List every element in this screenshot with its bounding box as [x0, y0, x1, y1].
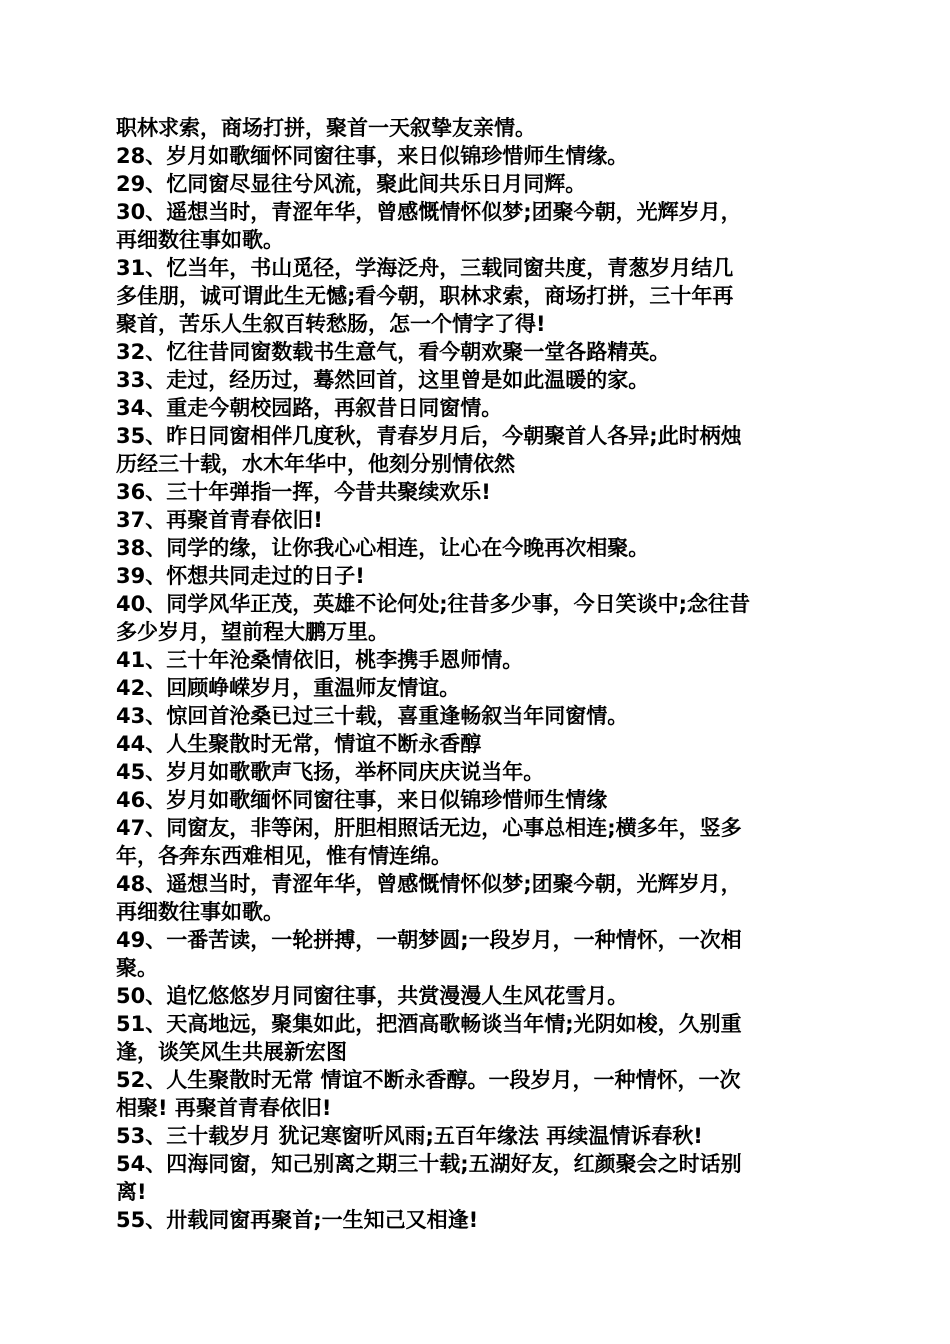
paragraph-line: 33、走过，经历过，蓦然回首，这里曾是如此温暖的家。 — [116, 368, 650, 392]
paragraph-line: 年，各奔东西难相见，惟有情连绵。 — [116, 844, 452, 868]
paragraph — [116, 1066, 836, 1122]
paragraph-line: 30、遥想当时，青涩年华，曾感慨情怀似梦;团聚今朝，光辉岁月， — [116, 200, 742, 224]
paragraph-line: 再细数往事如歌。 — [116, 900, 284, 924]
paragraph — [116, 478, 836, 506]
paragraph-line: 32、忆往昔同窗数载书生意气，看今朝欢聚一堂各路精英。 — [116, 340, 671, 364]
paragraph — [116, 534, 836, 562]
paragraph-line: 50、追忆悠悠岁月同窗往事，共赏漫漫人生风花雪月。 — [116, 984, 629, 1008]
paragraph — [116, 674, 836, 702]
paragraph-line: 29、忆同窗尽显往兮风流，聚此间共乐日月同辉。 — [116, 172, 587, 196]
paragraph — [116, 786, 836, 814]
document-body — [116, 114, 836, 1234]
paragraph — [116, 254, 836, 338]
paragraph — [116, 114, 836, 142]
paragraph-line: 多少岁月，望前程大鹏万里。 — [116, 620, 389, 644]
paragraph-line: 历经三十载，水木年华中，他刻分别情依然 — [116, 452, 515, 476]
paragraph — [116, 1206, 836, 1234]
paragraph-line: 53、三十载岁月 犹记寒窗听风雨;五百年缘法 再续温情诉春秋! — [116, 1124, 703, 1148]
paragraph-line: 多佳朋，诚可谓此生无憾;看今朝，职林求索，商场打拼，三十年再 — [116, 284, 734, 308]
paragraph-line: 相聚! 再聚首青春依旧! — [116, 1096, 332, 1120]
paragraph-line: 40、同学风华正茂，英雄不论何处;往昔多少事，今日笑谈中;念往昔 — [116, 592, 751, 616]
paragraph — [116, 1010, 836, 1066]
paragraph — [116, 926, 836, 982]
paragraph — [116, 646, 836, 674]
paragraph-line: 聚。 — [116, 956, 158, 980]
paragraph — [116, 982, 836, 1010]
paragraph-line: 46、岁月如歌缅怀同窗往事，来日似锦珍惜师生情缘 — [116, 788, 608, 812]
paragraph — [116, 338, 836, 366]
paragraph — [116, 394, 836, 422]
paragraph-line: 55、卅载同窗再聚首;一生知己又相逢! — [116, 1208, 479, 1232]
paragraph — [116, 1122, 836, 1150]
paragraph — [116, 758, 836, 786]
paragraph — [116, 198, 836, 254]
paragraph-line: 54、四海同窗，知己别离之期三十载;五湖好友，红颜聚会之时话别 — [116, 1152, 742, 1176]
paragraph-line: 35、昨日同窗相伴几度秋，青春岁月后，今朝聚首人各异;此时柄烛 — [116, 424, 742, 448]
paragraph-line: 再细数往事如歌。 — [116, 228, 284, 252]
paragraph-line: 47、同窗友，非等闲，肝胆相照话无边，心事总相连;横多年，竖多 — [116, 816, 742, 840]
paragraph-line: 离! — [116, 1180, 147, 1204]
paragraph-line: 43、惊回首沧桑已过三十载，喜重逢畅叙当年同窗情。 — [116, 704, 629, 728]
paragraph-line: 逢，谈笑风生共展新宏图 — [116, 1040, 347, 1064]
paragraph — [116, 562, 836, 590]
paragraph-line: 聚首，苦乐人生叙百转愁肠，怎一个情字了得! — [116, 312, 546, 336]
paragraph-line: 28、岁月如歌缅怀同窗往事，来日似锦珍惜师生情缘。 — [116, 144, 629, 168]
paragraph — [116, 730, 836, 758]
paragraph — [116, 590, 836, 646]
paragraph-line: 44、人生聚散时无常，情谊不断永香醇 — [116, 732, 482, 756]
paragraph-line: 39、怀想共同走过的日子! — [116, 564, 365, 588]
paragraph-line: 34、重走今朝校园路，再叙昔日同窗情。 — [116, 396, 503, 420]
paragraph — [116, 1150, 836, 1206]
paragraph-line: 职林求索，商场打拼，聚首一天叙挚友亲情。 — [116, 116, 536, 140]
paragraph — [116, 506, 836, 534]
paragraph-line: 48、遥想当时，青涩年华，曾感慨情怀似梦;团聚今朝，光辉岁月， — [116, 872, 742, 896]
paragraph-line: 45、岁月如歌歌声飞扬，举杯同庆庆说当年。 — [116, 760, 545, 784]
paragraph-line: 51、天高地远，聚集如此，把酒高歌畅谈当年情;光阴如梭，久别重 — [116, 1012, 742, 1036]
paragraph-line: 42、回顾峥嵘岁月，重温师友情谊。 — [116, 676, 461, 700]
paragraph — [116, 366, 836, 394]
paragraph-line: 36、三十年弹指一挥，今昔共聚续欢乐! — [116, 480, 491, 504]
paragraph-line: 31、忆当年，书山觅径，学海泛舟，三载同窗共度，青葱岁月结几 — [116, 256, 734, 280]
paragraph — [116, 422, 836, 478]
paragraph — [116, 170, 836, 198]
paragraph-line: 38、同学的缘，让你我心心相连，让心在今晚再次相聚。 — [116, 536, 650, 560]
paragraph-line: 41、三十年沧桑情依旧，桃李携手恩师情。 — [116, 648, 524, 672]
paragraph-line: 52、人生聚散时无常 情谊不断永香醇。一段岁月，一种情怀，一次 — [116, 1068, 741, 1092]
paragraph — [116, 870, 836, 926]
paragraph — [116, 142, 836, 170]
paragraph-line: 37、再聚首青春依旧! — [116, 508, 323, 532]
paragraph-line: 49、一番苦读，一轮拼搏，一朝梦圆;一段岁月，一种情怀，一次相 — [116, 928, 742, 952]
paragraph — [116, 814, 836, 870]
paragraph — [116, 702, 836, 730]
